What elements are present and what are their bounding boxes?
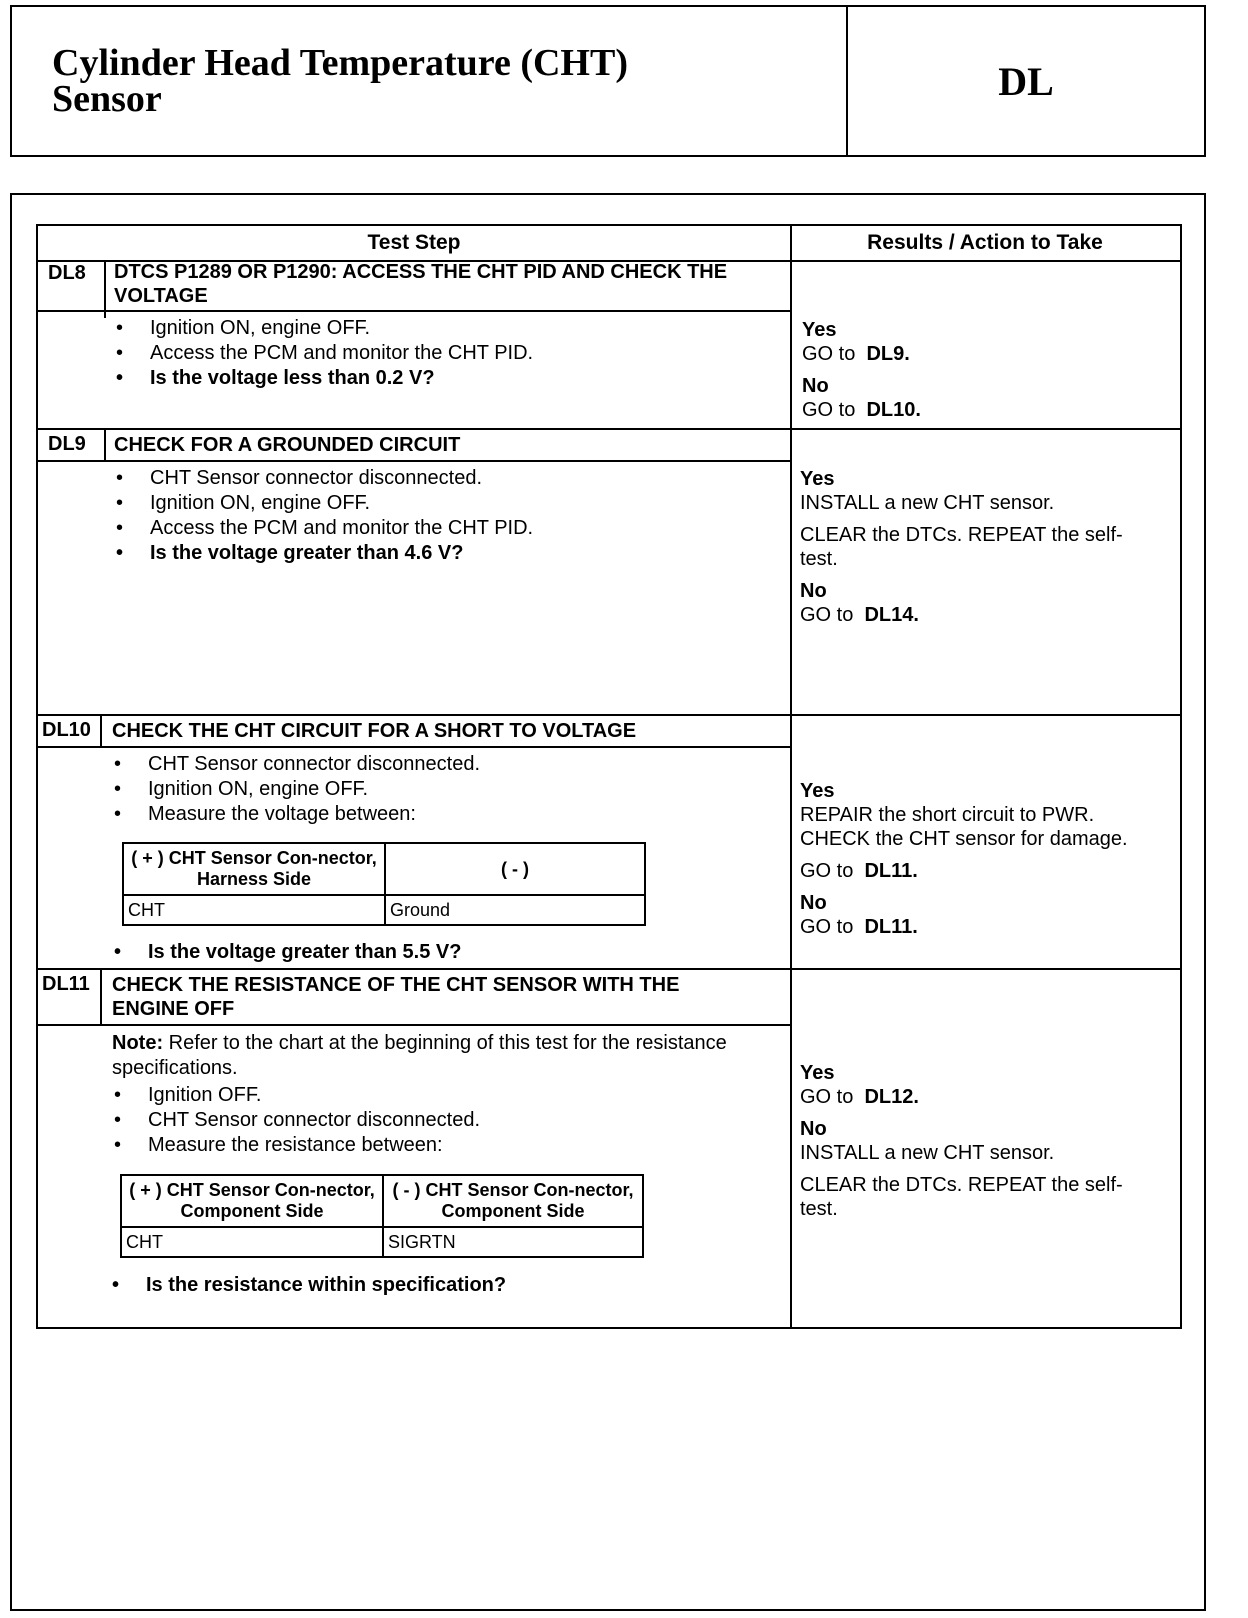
measurement-table-dl10 — [122, 842, 646, 926]
step-note-dl11: Note: Refer to the chart at the beginning of this test for the resistance specifications. — [112, 1032, 727, 1079]
test-step-table — [36, 224, 1182, 1329]
yes-label: Yes — [802, 319, 837, 341]
step-bullets-dl8 — [114, 316, 533, 391]
no-label: No — [800, 580, 827, 602]
no-label: No — [800, 892, 827, 914]
sub-table-header: ( + ) CHT Sensor Con-nector, Harness Side — [123, 843, 385, 895]
yes-label: Yes — [800, 1062, 835, 1084]
step-id-dl10: DL10 — [42, 719, 91, 741]
goto-target: DL11. — [864, 916, 918, 938]
step-bullets-dl10 — [112, 752, 480, 827]
goto-target: DL12. — [864, 1086, 919, 1108]
yes-label: Yes — [800, 780, 835, 802]
step-bullets-dl11 — [112, 1083, 480, 1158]
section-code: DL — [998, 58, 1054, 104]
measurement-table-dl11 — [120, 1174, 644, 1258]
step-question-list-dl10 — [112, 940, 461, 965]
header-results: Results / Action to Take — [867, 231, 1103, 254]
results-dl11: Yes GO to DL12. No INSTALL a new CHT sensor. CLEAR the DTCs. REPEAT the self-test. — [800, 1061, 1155, 1221]
section-code-cell — [848, 7, 1204, 155]
step-title-dl8: DTCS P1289 OR P1290: ACCESS THE CHT PID AND CHECK THE VOLTAGE — [114, 261, 728, 307]
list-item: • Ignition ON, engine OFF. — [114, 491, 533, 516]
list-item: • Measure the voltage between: — [112, 802, 480, 827]
step-question-dl8: • Is the voltage less than 0.2 V? — [114, 366, 533, 391]
list-item: • CHT Sensor connector disconnected. — [114, 466, 533, 491]
list-item: • Access the PCM and monitor the CHT PID. — [114, 341, 533, 366]
step-title-dl9: CHECK FOR A GROUNDED CIRCUIT — [114, 434, 461, 456]
results-dl9: Yes INSTALL a new CHT sensor. CLEAR the DTCs. REPEAT the self-test. No GO to DL14. — [800, 467, 1155, 627]
list-item: • Ignition ON, engine OFF. — [114, 316, 533, 341]
step-title-dl11: CHECK THE RESISTANCE OF THE CHT SENSOR WITH THE ENGINE OFF — [112, 974, 680, 1020]
list-item: • Ignition ON, engine OFF. — [112, 777, 480, 802]
title-cell — [12, 7, 848, 155]
no-label: No — [802, 375, 829, 397]
goto-target: DL9. — [866, 343, 910, 365]
title-line-1: Cylinder Head Temperature (CHT) — [52, 42, 628, 84]
list-item: • CHT Sensor connector disconnected. — [112, 752, 480, 777]
step-bullets-dl9 — [114, 466, 533, 566]
goto-target: DL11. — [864, 860, 918, 882]
results-dl8: Yes GO to DL9. No GO to DL10. — [802, 318, 1157, 422]
step-id-dl11: DL11 — [42, 973, 90, 995]
list-item: • Access the PCM and monitor the CHT PID. — [114, 516, 533, 541]
sub-table-header: ( - ) — [385, 843, 645, 895]
sub-table-cell: SIGRTN — [383, 1227, 643, 1257]
list-item: • Measure the resistance between: — [112, 1133, 480, 1158]
sub-table-header: ( + ) CHT Sensor Con-nector, Component Side — [121, 1175, 383, 1227]
step-question-dl9: • Is the voltage greater than 4.6 V? — [114, 541, 533, 566]
sub-table-cell: Ground — [385, 895, 645, 925]
step-question-dl11: • Is the resistance within specification? — [110, 1273, 506, 1298]
results-dl10: Yes REPAIR the short circuit to PWR. CHECK the CHT sensor for damage. GO to DL11. No GO to DL11. — [800, 779, 1155, 939]
list-item: • CHT Sensor connector disconnected. — [112, 1108, 480, 1133]
page-title — [52, 42, 628, 120]
list-item: • Ignition OFF. — [112, 1083, 480, 1108]
step-question-dl10: • Is the voltage greater than 5.5 V? — [112, 940, 461, 965]
note-label: Note: — [112, 1032, 164, 1054]
goto-target: DL10. — [866, 399, 921, 421]
step-question-list-dl11 — [110, 1273, 506, 1298]
no-label: No — [800, 1118, 827, 1140]
document-header — [10, 5, 1206, 157]
sub-table-cell: CHT — [121, 1227, 383, 1257]
step-title-dl10: CHECK THE CHT CIRCUIT FOR A SHORT TO VOLTAGE — [112, 720, 637, 742]
sub-table-cell: CHT — [123, 895, 385, 925]
goto-target: DL14. — [864, 604, 919, 626]
header-test-step: Test Step — [367, 231, 461, 254]
sub-table-header: ( - ) CHT Sensor Con-nector, Component Side — [383, 1175, 643, 1227]
table-header — [38, 226, 1180, 262]
yes-label: Yes — [800, 468, 835, 490]
step-id-dl8: DL8 — [48, 262, 86, 284]
step-id-dl9: DL9 — [48, 433, 86, 455]
title-line-2: Sensor — [52, 78, 162, 120]
